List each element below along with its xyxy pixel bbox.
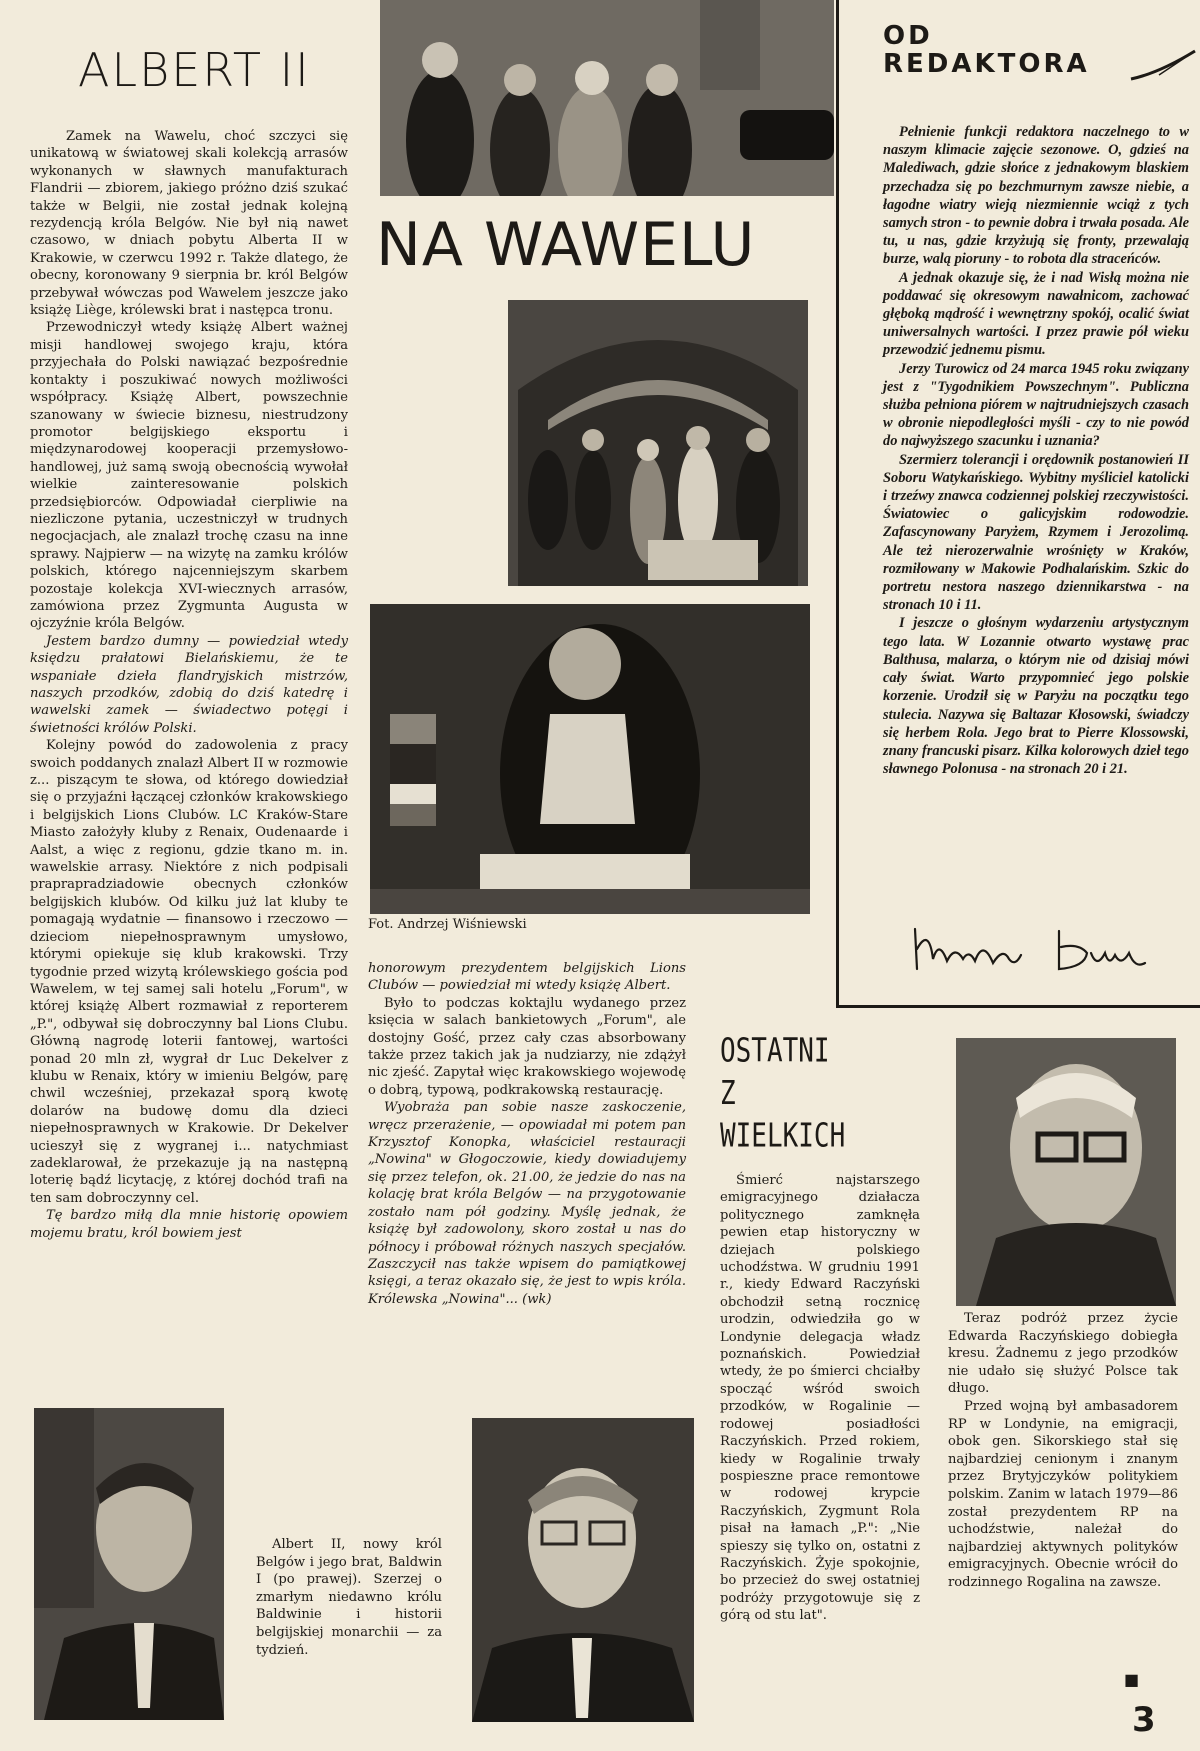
editor-paragraph: Szermierz tolerancji i orędownik postanowień II Soboru Watykańskiego. Wybitny myśliciel katolicki i trzeźwy znawca codziennej polskiej rzeczywistości. Światowiec o galicyjskim rodowodzie. Zafascynowany Paryżem, Rzymem i Jerozolimą. Ale też nierozerwalnie wrośnięty w Kraków, rozmiłowany w Makowie Podhalańskim. Szkic do portretu nestora naszego dziennikarstwa - na stronach 10 i 11. (883, 451, 1189, 614)
editor-text (883, 123, 1189, 778)
editor-paragraph: A jednak okazuje się, że i nad Wisłą można nie poddawać się okresowym nawałnicom, zachować głęboką mądrość i wewnętrzny spokój, ocalić świat uniwersalnych wartości. I przez prawie pół wieku przewodzić jednemu pismu. (883, 269, 1189, 359)
end-mark: ■ (1124, 1670, 1140, 1689)
side-article-col2 (948, 1310, 1178, 1592)
paragraph: Było to podczas koktajlu wydanego przez księcia w salach bankietowych „Forum", ale dostojny Gość, przez cały czas absorbowany także przez takich jak ja nudziarzy, nie zdążył nic zjeść. Zapytał więc krakowskiego wojewodę o dobrą, typową, podkrakowską restaurację. (368, 995, 686, 1098)
editor-paragraph: Jerzy Turowicz od 24 marca 1945 roku związany jest z "Tygodnikiem Powszechnym". Publiczna służba pełniona piórem w najtrudniejszych czasach w obronie niepodległości myśli - czy to nie powód do najwyższego szacunku i uznania? (883, 360, 1189, 450)
article-left-column (30, 128, 348, 1242)
paragraph: Przed wojną był ambasadorem RP w Londynie, na emigracji, obok gen. Sikorskiego stał się najbardziej cenionym i znanym przez Brytyjczyków politykiem polskim. Zanim w latach 1979—86 został prezydentem RP na uchodźstwie, należał do najbardziej aktywnych polityków emigracyjnych. Obecnie wrócił do rodzinnego Rogalina na zawsze. (948, 1398, 1178, 1590)
editor-title-line2: REDAKTORA (883, 49, 1090, 79)
editor-title-line1: OD (883, 21, 933, 51)
side-title-line: OSTATNI (720, 1032, 830, 1070)
paragraph: Zamek na Wawelu, choć szczyci się unikatową w światowej skali kolekcją arrasów wykonanych w sławnych manufakturach Flandrii — zbiorem, jakiego próżno dziś szukać także w Belgii, nie został jednak kolejną rezydencją króla Belgów. Nie był nią nawet czasowo, w dniach pobytu Alberta II w Krakowie, w czerwcu 1992 r. Także dlatego, że obecny, koronowany 9 sierpnia br. król Belgów przebywał wówczas pod Wawelem jeszcze jako książę Liège, królewski brat i następca tronu. (30, 129, 348, 319)
paragraph-quote: Wyobraża pan sobie nasze zaskoczenie, wręcz przerażenie, — opowiadał mi potem pan Krzysztof Konopka, właściciel restauracji „Nowina" w Głogoczowie, kiedy dowiadujemy się przez telefon, ok. 21.00, że jedzie do nas na kolację brat króla Belgów — na przygotowanie zostało nam pół godziny. Myślę jednak, że książę był zadowolony, skoro został u nas do północy i próbował różnych naszych specjałów. Zaszczycił nas także wpisem do pamiątkowej księgi, a teraz okazało się, że jest to wpis króla. Królewska „Nowina"... (wk) (368, 1100, 686, 1307)
caption-albert-baldwin (256, 1536, 442, 1659)
headline-na-wawelu: NA WAWELU (376, 210, 756, 280)
photo-albert-ii (34, 1408, 224, 1720)
page-number: 3 (1132, 1700, 1156, 1740)
editor-paragraph: Pełnienie funkcji redaktora naczelnego to w naszym klimacie zajęcie sezonowe. O, gdzieś na Malediwach, gdzie słońce z jednakowym blaskiem przechadza się po bezchmurnym zawsze niebie, a łagodne wiatry wieją niezmiennie wciąż z tych samych stron - to pewnie dobra i trwała posada. Ale tu, u nas, gdzie krzyżują się fronty, przewalają burze, walą pioruny - to robota dla straceńców. (883, 124, 1189, 268)
side-article-col1 (720, 1172, 920, 1625)
photo-raczynski (956, 1038, 1176, 1306)
pen-stroke-icon (1129, 47, 1199, 87)
paragraph: Kolejny powód do zadowolenia z pracy swoich poddanych znalazł Albert II w rozmowie z... piszącym te słowa, od którego dowiedział się o przyjaźni łączącej członków krakowskiego i belgijskich Lions Clubów. LC Kraków-Stare Miasto założyły kluby z Renaix, Oudenaarde i Aalst, a więc z regionu, gdzie tkano m. in. wawelskie arrasy. Niektóre z nich podpisali praprapradziadowie obecnych członków belgijskich klubów. Od kilku już lat kluby te pomagają wydatnie — finansowo i rzeczowo — dzieciom niepełnosprawnym umysłowo, którymi opiekuje się klub krakowski. Trzy tygodnie przed wizytą królewskiego gościa pod Wawelem, w tej samej sali hotelu „Forum", w której książę Albert rozmawiał z reporterem „P.", odbywał się dobroczynny bal Lions Clubu. Główną nagrodę loterii fantowej, wartości ponad 20 mln zł, wygrał dr Luc Dekelver z klubu w Renaix, który w imieniu Belgów, parę chwil wcześniej, przekazał sporą kwotę dolarów na budowę domu dla dzieci niepełnosprawnych w Krakowie. Dr Dekelver ucieszył się z wygranej i... natychmiast zadeklarował, że przekazuje ją na następną loterię bądź licytację, z której dochód trafi na ten sam dobroczynny cel. (30, 738, 348, 1206)
editor-signature (909, 919, 1149, 979)
paragraph-quote: Tę bardzo miłą dla mnie historię opowiem mojemu bratu, król bowiem jest (30, 1208, 348, 1241)
photo-delegation-wawel (380, 0, 834, 196)
editor-box (836, 0, 1200, 1008)
side-title-line: Z (720, 1075, 736, 1113)
paragraph: Teraz podróż przez życie Edwarda Raczyńskiego dobiegła kresu. Żadnemu z jego przodków nie udało się służyć Polsce tak długo. (948, 1311, 1178, 1397)
photo-signing-guestbook (370, 604, 810, 914)
side-title-line: WIELKICH (720, 1117, 846, 1155)
caption-text: Albert II, nowy król Belgów i jego brat, Baldwin I (po prawej). Szerzej o zmarłym niedawno królu Baldwinie i historii belgijskiej monarchii — za tydzień. (256, 1537, 442, 1658)
photo-archway-visit (508, 300, 808, 586)
article-title: ALBERT II (78, 43, 311, 97)
editor-paragraph: I jeszcze o głośnym wydarzeniu artystycznym tego lata. W Lozannie otwarto wystawę prac Balthusa, malarza, o którym nie od dzisiaj mówi cały świat. Warto przypomnieć jego polskie korzenie. Urodził się w Paryżu na początku tego stulecia. Nazywa się Baltazar Kłosowski, świadczy się herbem Rola. Jego brat to Pierre Klossowski, znany francuski pisarz. Kilka kolorowych dzieł tego sławnego Polonusa - na stronach 20 i 21. (883, 615, 1189, 778)
article-mid-column (368, 960, 686, 1308)
photo-credit: Fot. Andrzej Wiśniewski (368, 917, 527, 932)
photo-baldwin-i (472, 1418, 694, 1722)
paragraph: Przewodniczył wtedy książę Albert ważnej misji handlowej swojego kraju, która przyjechała do Polski nawiązać bezpośrednie kontakty i poszukiwać nowych możliwości współpracy. Książę Albert, powszechnie szanowany w świecie biznesu, niestrudzony promotor belgijskiego eksportu i międzynarodowej kooperacji przemysłowo-handlowej, już samą swoją obecnością wywołał wielkie zainteresowanie polskich przedsiębiorców. Odpowiadał cierpliwie na niezliczone pytania, uczestniczył w trudnych negocjacjach, ale znalazł trochę czasu na inne sprawy. Najpierw — na wizytę na zamku królów polskich, którego najcenniejszym skarbem pozostaje kolekcja XVI-wiecznych arrasów, zamówiona przez Zygmunta Augusta w ojczyźnie króla Belgów. (30, 320, 348, 632)
paragraph: Śmierć najstarszego emigracyjnego działacza politycznego zamknęła pewien etap historyczny w dziejach polskiego uchodźstwa. W grudniu 1991 r., kiedy Edward Raczyński obchodził setną rocznicę urodzin, odwiedziła go w Londynie delegacja władz poznańskich. Powiedział wtedy, że po śmierci chciałby spocząć wśród swoich przodków, w Rogalinie — rodowej posiadłości Raczyńskich. Przed rokiem, kiedy w Rogalinie trwały pospieszne prace remontowe w rodowej krypcie Raczyńskich, Zygmunt Rola pisał na łamach „P.": „Nie spieszy się tylko on, ostatni z Raczyńskich. Żyje spokojnie, bo przecież do swej ostatniej podróży przygotowuje się z górą od stu lat". (720, 1173, 920, 1624)
paragraph-quote: honorowym prezydentem belgijskich Lions Clubów — powiedział mi wtedy książę Albert. (368, 961, 686, 994)
paragraph-quote: Jestem bardzo dumny — powiedział wtedy księdzu prałatowi Bielańskiemu, że te wspaniałe dzieła flandryjskich mistrzów, naszych przodków, zdobią do dziś katedrę i wawelski zamek — świadectwo potęgi i świetności królów Polski. (30, 633, 348, 736)
side-article-title (720, 1030, 845, 1158)
